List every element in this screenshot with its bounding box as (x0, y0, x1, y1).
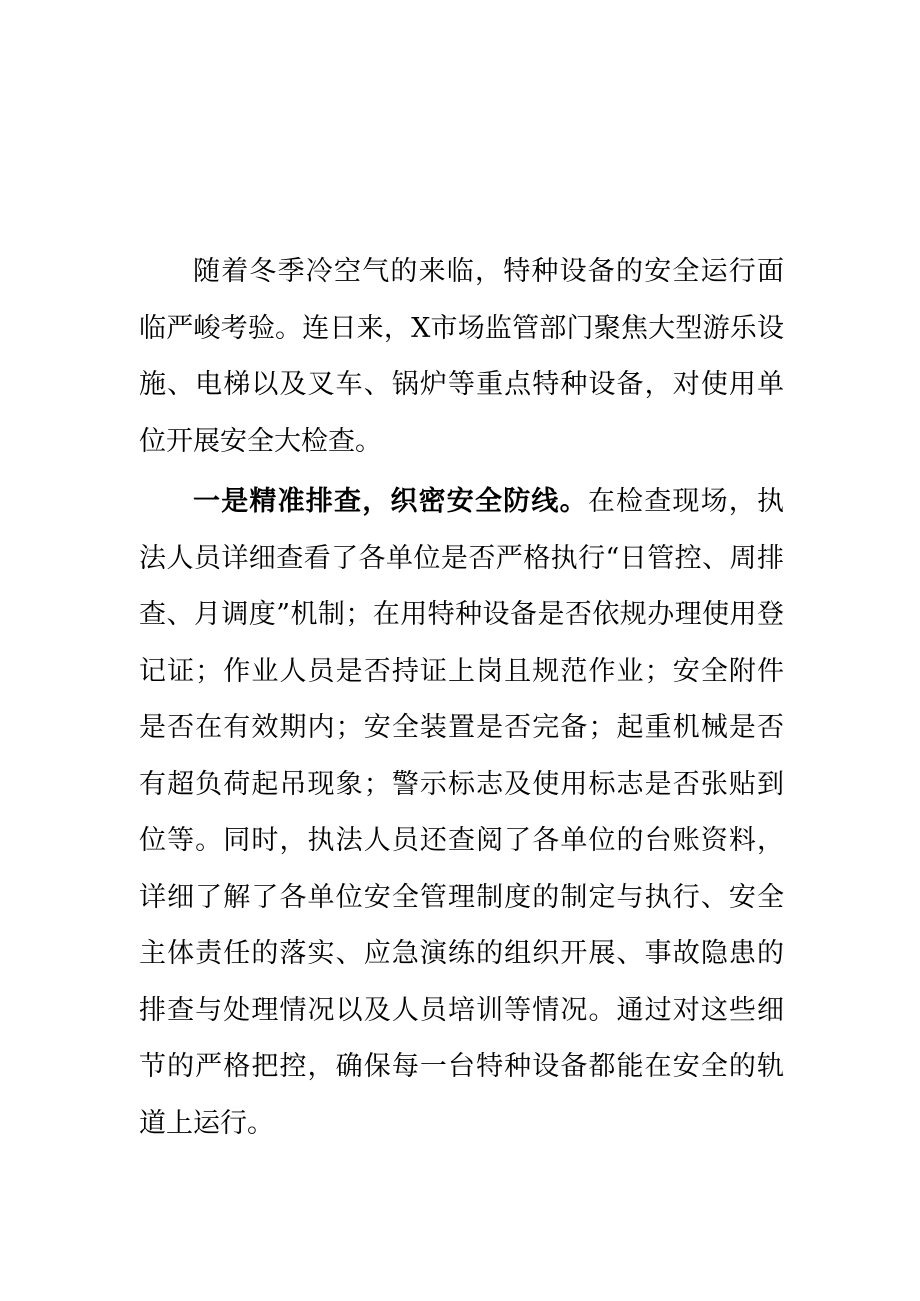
paragraph-intro (139, 244, 784, 470)
document-body (139, 244, 784, 1156)
paragraph-text: 随着冬季冷空气的来临，特种设备的安全运行面临严峻考验。连日来，X市场监管部门聚焦大型游乐设施、电梯以及叉车、锅炉等重点特种设备，对使用单位开展安全大检查。 (139, 256, 784, 457)
paragraph-text: 在检查现场，执法人员详细查看了各单位是否严格执行“日管控、周排查、月调度”机制；在用特种设备是否依规办理使用登记证；作业人员是否持证上岗且规范作业；安全附件是否在有效期内；安全装置是否完备；起重机械是否有超负荷起吊现象；警示标志及使用标志是否张贴到位等。同时，执法人员还查阅了各单位的台账资料，详细了解了各单位安全管理制度的制定与执行、安全主体责任的落实、应急演练的组织开展、事故隐患的排查与处理情况以及人员培训等情况。通过对这些细节的严格把控，确保每一台特种设备都能在安全的轨道上运行。 (139, 486, 785, 1139)
paragraph-lead: 一是精准排查，织密安全防线。 (193, 486, 588, 517)
paragraph-precise-inspection (139, 474, 784, 1152)
